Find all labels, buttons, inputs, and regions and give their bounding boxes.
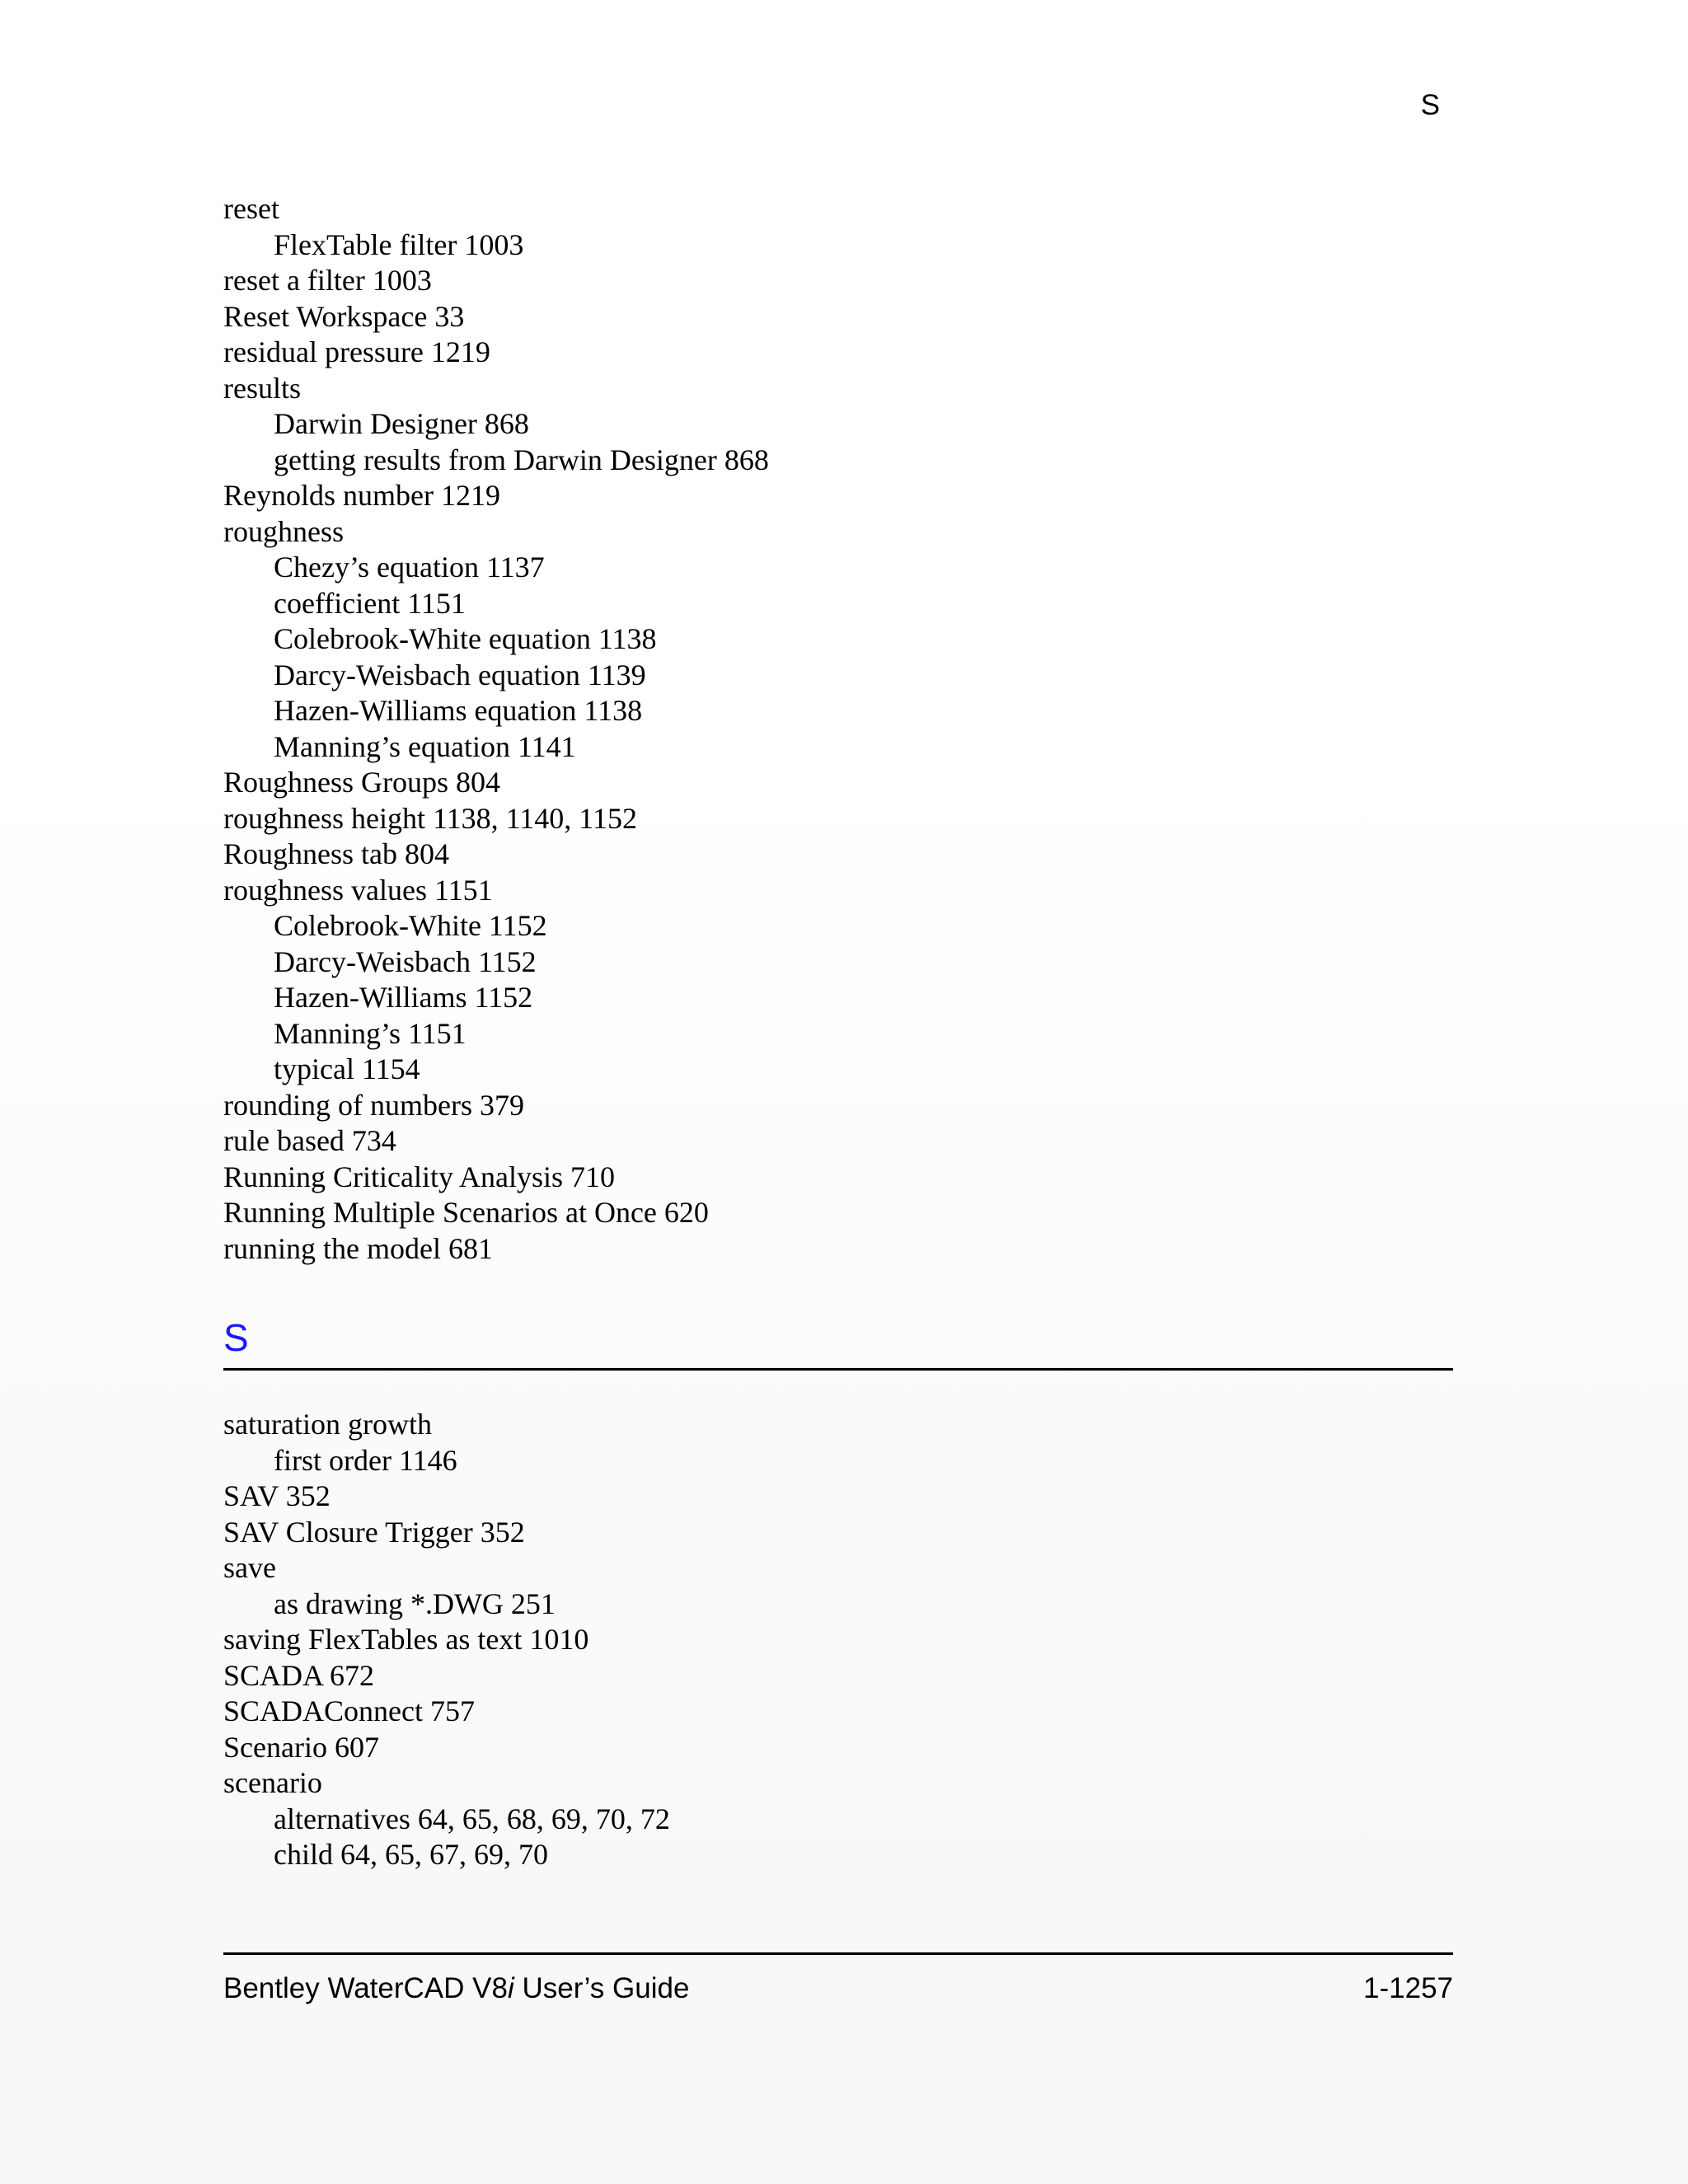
footer-title-prefix: Bentley WaterCAD V8 <box>223 1972 508 2004</box>
index-entry: SAV 352 <box>223 1479 331 1512</box>
index-subentry: Darcy-Weisbach 1152 <box>274 944 537 978</box>
index-entry: Scenario 607 <box>223 1730 379 1764</box>
index-subentry: Darwin Designer 868 <box>274 407 529 440</box>
index-entry: reset <box>223 192 279 225</box>
index-entry: Reynolds number 1219 <box>223 479 500 512</box>
index-subentry: Colebrook-White 1152 <box>274 909 547 942</box>
index-entry: save <box>223 1551 276 1584</box>
index-entry: results <box>223 371 301 405</box>
index-subentry: Manning’s 1151 <box>274 1016 467 1050</box>
footer-title-italic: i <box>507 1972 514 2004</box>
index-entry: rule based 734 <box>223 1124 396 1157</box>
index-subentry: getting results from Darwin Designer 868 <box>274 443 769 476</box>
index-entry: Running Multiple Scenarios at Once 620 <box>223 1196 709 1229</box>
index-subentry: coefficient 1151 <box>274 586 466 620</box>
index-entry: rounding of numbers 379 <box>223 1088 524 1122</box>
section-heading-letter: S <box>223 1316 249 1359</box>
index-entry: SAV Closure Trigger 352 <box>223 1515 525 1549</box>
footer-page-number: 1-1257 <box>1363 1972 1453 2004</box>
index-subentry: alternatives 64, 65, 68, 69, 70, 72 <box>274 1802 670 1835</box>
index-entry: roughness height 1138, 1140, 1152 <box>223 801 637 835</box>
index-subentry: Colebrook-White equation 1138 <box>274 622 657 655</box>
index-entry: residual pressure 1219 <box>223 335 490 368</box>
index-subentry: child 64, 65, 67, 69, 70 <box>274 1838 548 1871</box>
index-entry: Roughness Groups 804 <box>223 766 501 799</box>
index-entry: SCADAConnect 757 <box>223 1694 475 1727</box>
index-subentry: FlexTable filter 1003 <box>274 227 524 261</box>
index-subentry: Chezy’s equation 1137 <box>274 551 545 583</box>
footer-divider <box>223 1952 1453 1955</box>
index-subentry: Darcy-Weisbach equation 1139 <box>274 658 646 691</box>
index-list-s <box>223 1407 1460 1873</box>
index-entry: Roughness tab 804 <box>223 837 449 870</box>
footer-book-title <box>223 1974 689 2003</box>
index-entry: Running Criticality Analysis 710 <box>223 1160 615 1193</box>
index-entry: roughness values 1151 <box>223 873 493 907</box>
index-entry: scenario <box>223 1766 322 1799</box>
index-entry: SCADA 672 <box>223 1658 375 1692</box>
index-entry: roughness <box>223 514 344 548</box>
index-entry: saving FlexTables as text 1010 <box>223 1623 589 1656</box>
index-subentry: typical 1154 <box>274 1052 420 1085</box>
index-list-r <box>223 191 1460 1267</box>
section-divider <box>223 1368 1453 1371</box>
index-entry: running the model 681 <box>223 1231 493 1265</box>
index-subentry: Manning’s equation 1141 <box>274 729 576 763</box>
index-entry: reset a filter 1003 <box>223 264 432 297</box>
index-subentry: Hazen-Williams equation 1138 <box>274 694 643 727</box>
index-subentry: as drawing *.DWG 251 <box>274 1586 556 1620</box>
index-subentry: Hazen-Williams 1152 <box>274 981 533 1014</box>
index-subentry: first order 1146 <box>274 1443 457 1477</box>
index-entry: saturation growth <box>223 1408 432 1441</box>
running-head: S <box>1420 89 1440 121</box>
footer-title-suffix: User’s Guide <box>513 1972 690 2004</box>
index-entry: Reset Workspace 33 <box>223 299 465 333</box>
